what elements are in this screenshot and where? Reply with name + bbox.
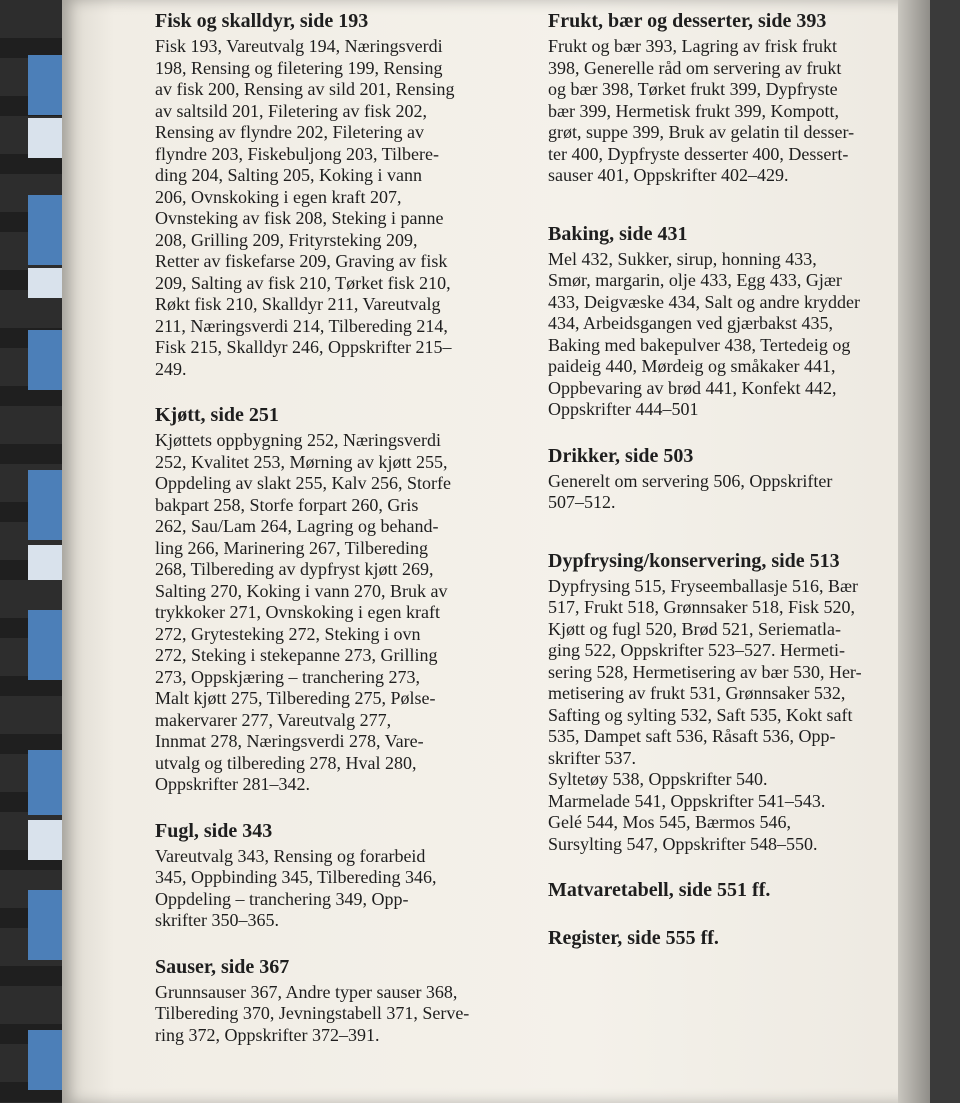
section-body-continued: Syltetøy 538, Oppskrifter 540. Marmelade 541, Oppskrifter 541–543. Gelé 544, Mos 545, Bærmos 546, Sursylting 547, Oppskrifter 548–550. xyxy=(548,769,826,854)
section-body: Vareutvalg 343, Rensing og forarbeid 345, Oppbinding 345, Tilbereding 346, Oppdeling – tranchering 349, Opp- skrifter 350–365. xyxy=(155,845,437,930)
section-body: Grunnsauser 367, Andre typer sauser 368, Tilbereding 370, Jevningstabell 371, Serve- ring 372, Oppskrifter 372–391. xyxy=(155,981,470,1045)
section-heading: Fisk og skalldyr, side 193 xyxy=(155,10,369,32)
section-body: Dypfrysing 515, Fryseemballasje 516, Bær 517, Frukt 518, Grønnsaker 518, Fisk 520, Kjøtt og fugl 520, Brød 521, Seriematla- ging 522, Oppskrifter 523–527. Hermeti- sering 528, Hermetisering av bær 530, Her- metisering av frukt 531, Grønnsaker 532, Safting og sylting 532, Saft 535, Kokt saft 535, Dampet saft 536, Råsaft 536, Opp- skrifter 537. xyxy=(548,575,862,768)
tablecloth-background xyxy=(0,0,70,1103)
section-heading: Fugl, side 343 xyxy=(155,819,273,842)
section-body: Frukt og bær 393, Lagring av frisk frukt 398, Generelle råd om servering av frukt og bær 398, Tørket frukt 399, Dypfryste bær 399, Hermetisk frukt 399, Kompott, grøt, suppe 399, Bruk av gelatin til desser- ter 400, Dypfryste desserter 400, Dessert- sauser 401, Oppskrifter 402–429. xyxy=(548,36,855,185)
section-heading: Kjøtt, side 251 xyxy=(155,404,279,426)
section-body: Generelt om servering 506, Oppskrifter 507–512. xyxy=(548,470,833,512)
section-dypfrysing xyxy=(548,548,908,856)
section-heading: Matvaretabell, side 551 ff. xyxy=(548,879,771,901)
section-heading: Baking, side 431 xyxy=(548,222,688,245)
section-frukt xyxy=(548,8,908,187)
section-drikker xyxy=(548,443,908,514)
section-baking xyxy=(548,221,908,421)
section-heading: Sauser, side 367 xyxy=(155,955,290,978)
section-heading: Frukt, bær og desserter, side 393 xyxy=(548,10,827,32)
section-fugl xyxy=(155,818,530,932)
section-kjott xyxy=(155,402,530,796)
section-heading: Dypfrysing/konservering, side 513 xyxy=(548,549,840,572)
section-body: Fisk 193, Vareutvalg 194, Næringsverdi 198, Rensing og filetering 199, Rensing av fisk 200, Rensing av sild 201, Rensing av saltsild 201, Filetering av fisk 202, Rensing av flyndre 202, Filetering av flyndre 203, Fiskebuljong 203, Tilbere- ding 204, Salting 205, Koking i vann 206, Ovnskoking i egen kraft 207, Ovnsteking av fisk 208, Steking i panne 208, Grilling 209, Frityrsteking 209, Retter av fiskefarse 209, Graving av fisk 209, Salting av fisk 210, Tørket fisk 210, Røkt fisk 210, Skalldyr 211, Vareutvalg 211, Næringsverdi 214, Tilbereding 214, Fisk 215, Skalldyr 246, Oppskrifter 215– 249. xyxy=(155,36,455,379)
section-register xyxy=(548,925,908,951)
section-fisk xyxy=(155,8,530,380)
section-matvaretabell xyxy=(548,877,908,903)
left-column xyxy=(155,8,530,1068)
section-heading: Register, side 555 ff. xyxy=(548,927,719,949)
right-column xyxy=(548,8,908,973)
section-heading: Drikker, side 503 xyxy=(548,444,694,467)
section-body: Mel 432, Sukker, sirup, honning 433, Smør, margarin, olje 433, Egg 433, Gjær 433, Deigvæske 434, Salt og andre krydder 434, Arbeidsgangen ved gjærbakst 435, Baking med bakepulver 438, Tertedeig og paideig 440, Mørdeig og småkaker 441, Oppbevaring av brød 441, Konfekt 442, Oppskrifter 444–501 xyxy=(548,248,860,419)
section-sauser xyxy=(155,954,530,1047)
section-body: Kjøttets oppbygning 252, Næringsverdi 252, Kvalitet 253, Mørning av kjøtt 255, Oppdeling av slakt 255, Kalv 256, Storfe bakpart 258, Storfe forpart 260, Gris 262, Sau/Lam 264, Lagring og behand- ling 266, Marinering 267, Tilbereding 268, Tilbereding av dypfryst kjøtt 269, Salting 270, Koking i vann 270, Bruk av trykkoker 271, Ovnskoking i egen kraft 272, Grytesteking 272, Steking i ovn 272, Steking i stekepanne 273, Grilling 273, Oppskjæring – tranchering 273, Malt kjøtt 275, Tilbereding 275, Pølse- makervarer 277, Vareutvalg 277, Innmat 278, Næringsverdi 278, Vare- utvalg og tilbereding 278, Hval 280, Oppskrifter 281–342. xyxy=(155,430,451,794)
